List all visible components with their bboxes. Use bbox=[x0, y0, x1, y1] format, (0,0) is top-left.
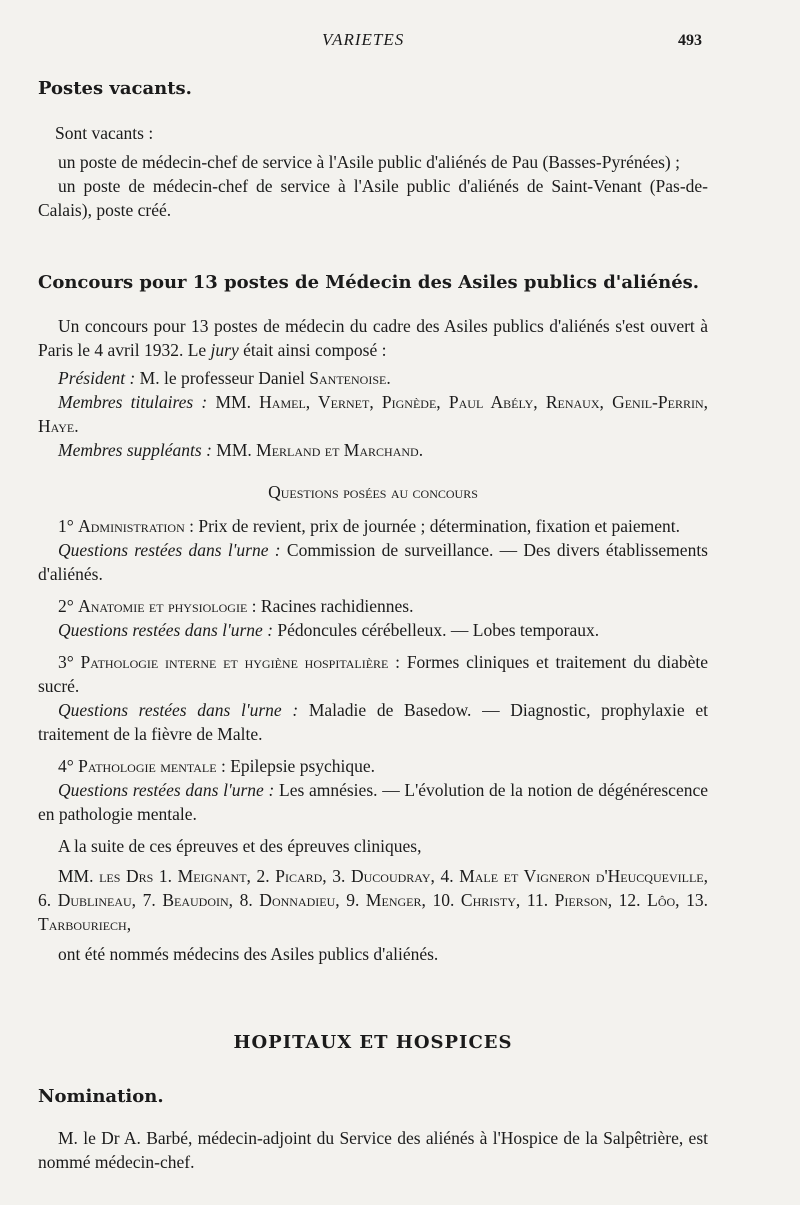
question-3 bbox=[38, 650, 708, 698]
question-3-text: Formes cliniques et traitement du diabète sucré. bbox=[38, 652, 708, 696]
question-1-subject: Administration : bbox=[78, 516, 194, 536]
hopitaux-heading-block bbox=[38, 1032, 708, 1053]
question-1-restees bbox=[38, 538, 708, 586]
postes-intro: Sont vacants : bbox=[55, 123, 154, 143]
postes-section bbox=[38, 78, 708, 99]
president-line bbox=[38, 366, 708, 390]
question-2-num: 2° bbox=[58, 596, 74, 616]
question-2-subject: Anatomie et physiologie : bbox=[78, 596, 257, 616]
question-3-restees-text: Maladie de Basedow. — Diagnostic, prophylaxie et traitement de la fièvre de Malte. bbox=[38, 700, 708, 744]
question-3-restees-label: Questions restées dans l'urne : bbox=[58, 700, 299, 720]
page-header bbox=[0, 30, 800, 54]
suppleants-line bbox=[38, 438, 708, 462]
question-1-restees-label: Questions restées dans l'urne : bbox=[58, 540, 281, 560]
president-label: Président : bbox=[58, 368, 136, 388]
question-1-num: 1° bbox=[58, 516, 74, 536]
nomination-title: Nomination. bbox=[38, 1086, 164, 1107]
titulaires-label: Membres titulaires : bbox=[58, 392, 208, 412]
question-2-restees-text: Pédoncules cérébelleux. — Lobes temporaux. bbox=[277, 620, 600, 640]
postes-title: Postes vacants. bbox=[38, 78, 192, 99]
titulaires-line bbox=[38, 390, 708, 438]
postes-line-2: un poste de médecin-chef de service à l'Asile public d'aliénés de Saint-Venant (Pas-de-Calais), poste créé. bbox=[38, 176, 708, 220]
president-value: M. le professeur Daniel bbox=[139, 368, 305, 388]
concours-body bbox=[38, 314, 708, 462]
question-4-restees-text: Les amnésies. — L'évolution de la notion de dégénérescence en pathologie mentale. bbox=[38, 780, 708, 824]
questions-list bbox=[38, 514, 708, 966]
questions-heading: Questions posées au concours bbox=[268, 482, 478, 502]
question-4-restees-label: Questions restées dans l'urne : bbox=[58, 780, 275, 800]
postes-lines bbox=[38, 150, 708, 222]
question-3-subject: Pathologie interne et hygiène hospitalière : bbox=[80, 652, 401, 672]
running-title: VARIETES bbox=[322, 30, 405, 49]
question-2-text: Racines rachidiennes. bbox=[260, 596, 414, 616]
page-number: 493 bbox=[678, 32, 702, 49]
postes-line-1: un poste de médecin-chef de service à l'Asile public d'aliénés de Pau (Basses-Pyrénées) ; bbox=[58, 152, 680, 172]
president-name: Santenoise. bbox=[309, 368, 391, 388]
suppleants-value: MM. Merland et Marchand. bbox=[216, 440, 424, 460]
hopitaux-heading: HOPITAUX ET HOSPICES bbox=[233, 1032, 513, 1053]
question-2 bbox=[38, 594, 708, 618]
nomination-text: M. le Dr A. Barbé, médecin-adjoint du Service des aliénés à l'Hospice de la Salpêtrière, est nommé médecin-chef. bbox=[38, 1128, 708, 1172]
titulaires-value: MM. Hamel, Vernet, Pignède, Paul Abély, Renaux, Genil-Perrin, Haye. bbox=[38, 392, 708, 436]
question-2-restees-label: Questions restées dans l'urne : bbox=[58, 620, 274, 640]
question-4-restees bbox=[38, 778, 708, 826]
concours-intro-end: était ainsi composé : bbox=[243, 340, 387, 360]
concours-section bbox=[38, 272, 708, 293]
question-1 bbox=[38, 514, 708, 538]
questions-heading-block bbox=[38, 480, 708, 504]
question-2-restees bbox=[38, 618, 708, 642]
question-4-subject: Pathologie mentale : bbox=[78, 756, 226, 776]
question-1-text: Prix de revient, prix de journée ; détermination, fixation et paiement. bbox=[198, 516, 680, 536]
question-4 bbox=[38, 754, 708, 778]
question-4-num: 4° bbox=[58, 756, 74, 776]
nomination-section bbox=[38, 1086, 708, 1107]
concours-intro-text: Un concours pour 13 postes de médecin du cadre des Asiles publics d'aliénés s'est ouvert à Paris le 4 avril 1932. Le bbox=[38, 316, 708, 360]
conclusion-line: ont été nommés médecins des Asiles publics d'aliénés. bbox=[58, 944, 439, 964]
laureats-list: MM. les Drs 1. Meignant, 2. Picard, 3. Ducoudray, 4. Male et Vigneron d'Heucqueville, 6. Dublineau, 7. Beaudoin, 8. Donnadieu, 9. Menger, 10. Christy, 11. Pierson, 12. Lôo, 13. Tarbouriech, bbox=[38, 866, 708, 934]
concours-title: Concours pour 13 postes de Médecin des Asiles publics d'aliénés. bbox=[38, 272, 700, 293]
suppleants-label: Membres suppléants : bbox=[58, 440, 212, 460]
question-3-num: 3° bbox=[58, 652, 74, 672]
suite-line: A la suite de ces épreuves et des épreuves cliniques, bbox=[58, 836, 422, 856]
concours-intro-jury: jury bbox=[210, 340, 239, 360]
question-3-restees bbox=[38, 698, 708, 746]
question-1-restees-text: Commission de surveillance. — Des divers établissements d'aliénés. bbox=[38, 540, 708, 584]
nomination-body bbox=[38, 1126, 708, 1174]
concours-intro bbox=[38, 314, 708, 362]
postes-body bbox=[55, 121, 708, 145]
question-4-text: Epilepsie psychique. bbox=[230, 756, 376, 776]
